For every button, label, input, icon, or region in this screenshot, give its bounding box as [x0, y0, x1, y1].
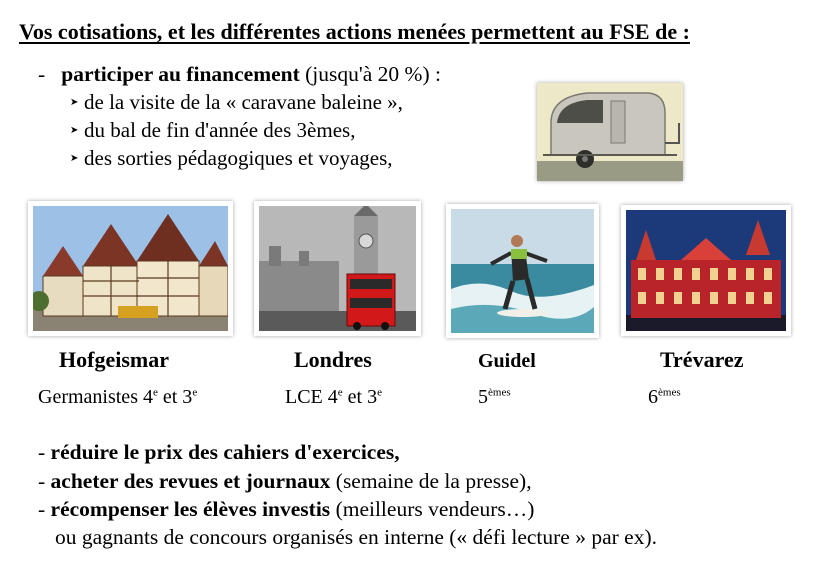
- guidel-photo: [446, 204, 599, 338]
- group-londres: LCE 4e et 3e: [285, 386, 382, 408]
- caption-londres: Londres: [294, 347, 372, 372]
- group-hofgeismar: Germanistes 4e et 3e: [38, 386, 198, 408]
- hofgeismar-photo: [28, 201, 233, 336]
- list-item: ➤ du bal de fin d'année des 3èmes,: [70, 118, 356, 142]
- list-item: - récompenser les élèves investis (meilleurs vendeurs…): [38, 497, 535, 521]
- list-item: ➤ de la visite de la « caravane baleine »,: [70, 90, 403, 114]
- group-guidel: 5èmes: [478, 386, 511, 408]
- dash: -: [38, 62, 46, 86]
- list-item: - réduire le prix des cahiers d'exercices,: [38, 440, 400, 464]
- list-item: ➤ des sorties pédagogiques et voyages,: [70, 146, 393, 170]
- londres-photo: [254, 201, 421, 336]
- arrowhead-right-icon: ➤: [70, 96, 79, 108]
- financement-rest: (jusqu'à 20 %) :: [299, 62, 441, 86]
- list-item: - acheter des revues et journaux (semaine de la presse),: [38, 469, 532, 493]
- list-item-continuation: ou gagnants de concours organisés en interne (« défi lecture » par ex).: [55, 525, 657, 549]
- caption-trevarez: Trévarez: [660, 347, 744, 372]
- caption-guidel: Guidel: [478, 350, 536, 372]
- arrowhead-right-icon: ➤: [70, 152, 79, 164]
- arrowhead-right-icon: ➤: [70, 124, 79, 136]
- financement-bold: participer au financement: [61, 62, 300, 86]
- page-title: Vos cotisations, et les différentes actions menées permettent au FSE de :: [19, 19, 690, 44]
- group-trevarez: 6èmes: [648, 386, 681, 408]
- caravan-photo: [537, 83, 683, 181]
- caption-hofgeismar: Hofgeismar: [59, 347, 169, 372]
- trevarez-photo: [621, 205, 791, 336]
- financement-heading: [38, 62, 441, 87]
